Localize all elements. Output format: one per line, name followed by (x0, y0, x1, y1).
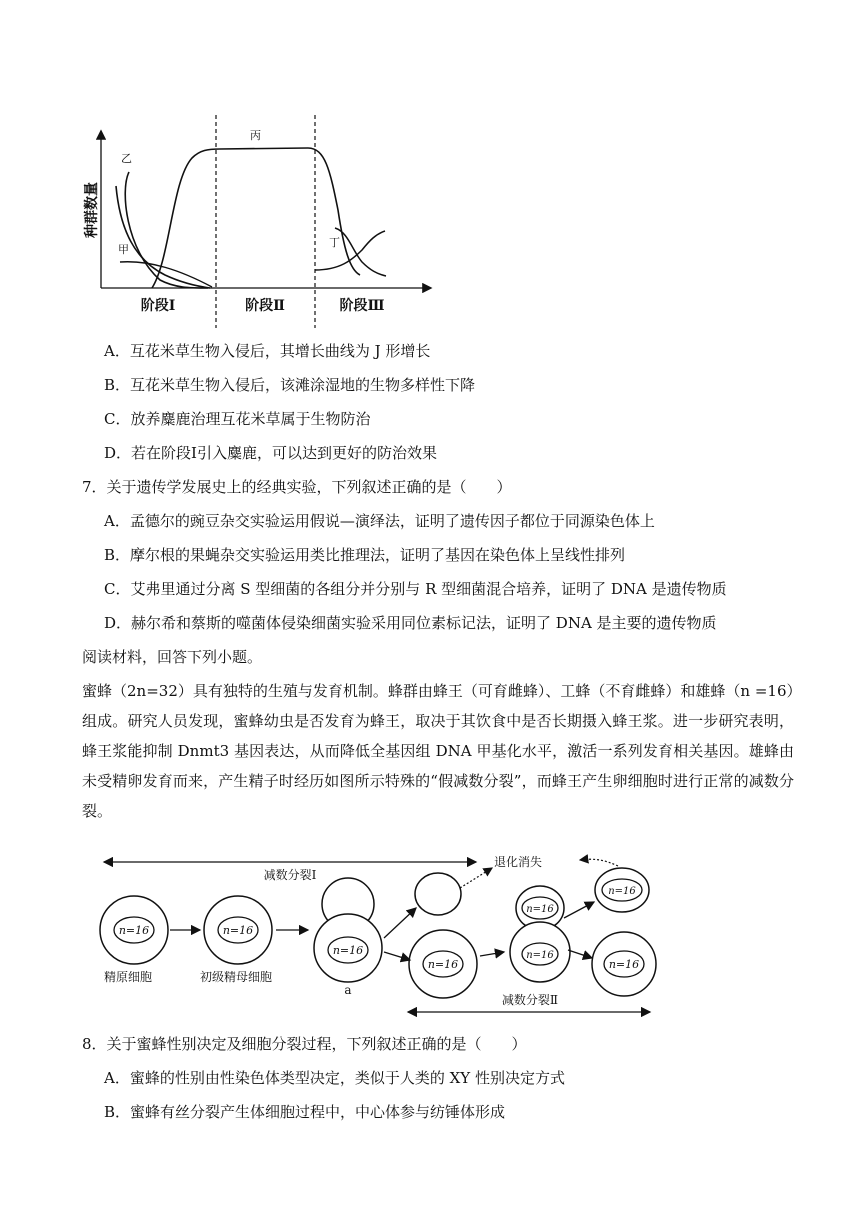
cell-label: n=16 (608, 886, 636, 897)
option-text: 放养麋鹿治理互花米草属于生物防治 (130, 410, 371, 428)
q6-option-a (104, 341, 430, 361)
curve-bing (152, 148, 360, 288)
arrow-to-small-cell (384, 908, 416, 938)
option-text: 互花米草生物入侵后，该滩涂湿地的生物多样性下降 (130, 376, 476, 394)
meiosis1-label: 减数分裂Ⅰ (263, 868, 317, 882)
degenerating-cell-1 (415, 873, 461, 915)
degenerate-dotted-arrow-1 (460, 868, 492, 888)
option-letter: B． (104, 1103, 131, 1121)
option-text: 蜜蜂有丝分裂产生体细胞过程中，中心体参与纺锤体形成 (130, 1103, 506, 1121)
stage-2-label: 阶段Ⅱ (245, 298, 285, 314)
cell-label: n=16 (608, 958, 640, 971)
arrow-to-sperm (568, 950, 592, 958)
option-text: 艾弗里通过分离 S 型细菌的各组分并分别与 R 型细菌混合培养，证明了 DNA 是遗传物质 (130, 580, 727, 598)
stage-3-label: 阶段Ⅲ (339, 298, 385, 314)
q8-option-b (104, 1102, 505, 1122)
cell-label: n=16 (118, 924, 150, 937)
cell-label: n=16 (222, 924, 254, 937)
arrow-to-small-product (564, 902, 594, 918)
option-letter: D． (104, 444, 132, 462)
option-text: 赫尔希和蔡斯的噬菌体侵染细菌实验采用同位素标记法，证明了 DNA 是主要的遗传物质 (131, 614, 717, 632)
option-text: 孟德尔的豌豆杂交实验运用假说—演绎法，证明了遗传因子都位于同源染色体上 (129, 512, 655, 530)
option-letter: B． (104, 546, 131, 564)
degenerate-label: 退化消失 (493, 855, 543, 869)
option-letter: A． (104, 512, 130, 530)
option-text: 蜜蜂的性别由性染色体类型决定，类似于人类的 XY 性别决定方式 (129, 1069, 565, 1087)
label-jia: 甲 (118, 243, 129, 256)
option-text: 摩尔根的果蝇杂交实验运用类比推理法，证明了基因在染色体上呈线性排列 (130, 546, 626, 564)
degenerate-dotted-arrow-2 (580, 859, 618, 866)
option-text: 互花米草生物入侵后，其增长曲线为 J 形增长 (129, 342, 431, 360)
cell-label: n=16 (332, 944, 364, 957)
option-letter: A． (104, 342, 130, 360)
curve-yi (125, 172, 208, 288)
option-letter: A． (104, 1069, 130, 1087)
label-yi: 乙 (121, 152, 132, 165)
option-letter: C． (104, 410, 131, 428)
arrow-to-large-cell (384, 952, 410, 960)
label-ding: 丁 (329, 236, 340, 249)
q7-option-d (104, 613, 717, 633)
stage-1-label: 阶段Ⅰ (140, 298, 176, 314)
cell-label: n=16 (526, 950, 554, 961)
cell-label: n=16 (526, 904, 554, 915)
q8-stem: 8．关于蜜蜂性别决定及细胞分裂过程，下列叙述正确的是（ ） (82, 1035, 527, 1053)
q7-option-a (104, 511, 655, 531)
q7-option-b (104, 545, 625, 565)
curve-ding-rise (315, 231, 385, 270)
q6-option-c (104, 409, 371, 429)
q6-option-d (104, 443, 437, 463)
curve-jia (116, 186, 210, 288)
spermatogonium-label: 精原细胞 (103, 970, 153, 984)
q8-option-a (104, 1068, 565, 1088)
option-letter: D． (104, 614, 132, 632)
label-bing: 丙 (250, 129, 261, 142)
q6-option-b (104, 375, 475, 395)
q7-option-c (104, 579, 727, 599)
arrow-3 (480, 952, 504, 956)
reading-intro: 阅读材料，回答下列小题。 (82, 648, 263, 666)
meiosis2-label: 减数分裂Ⅱ (501, 993, 559, 1007)
cell-a-label: a (344, 983, 352, 997)
q7-stem: 7．关于遗传学发展史上的经典实验，下列叙述正确的是（ ） (82, 478, 512, 496)
option-text: 若在阶段Ⅰ引入麋鹿，可以达到更好的防治效果 (131, 444, 437, 462)
option-letter: C． (104, 580, 131, 598)
population-graph (80, 110, 440, 332)
meiosis-diagram (90, 852, 660, 1022)
y-axis-label: 种群数量 (84, 182, 100, 238)
reading-passage: 蜜蜂（2n=32）具有独特的生殖与发育机制。蜂群由蜂王（可育雌蜂）、工蜂（不育雌蜂）和雄蜂（n =16）组成。研究人员发现，蜜蜂幼虫是否发育为蜂王，取决于其饮食中是否长期摄入蜂王浆。进一步研究表明，蜂王浆能抑制 Dnmt3 基因表达，从而降低全基因组 DNA 甲基化水平，激活一系列发育相关基因。雄蜂由未受精卵发育而来，产生精子时经历如图所示特殊的“假减数分裂”，而蜂王产生卵细胞时进行正常的减数分裂。 (82, 682, 794, 820)
primary-spermatocyte-label: 初级精母细胞 (199, 970, 273, 984)
cell-label: n=16 (427, 958, 459, 971)
option-letter: B． (104, 376, 131, 394)
